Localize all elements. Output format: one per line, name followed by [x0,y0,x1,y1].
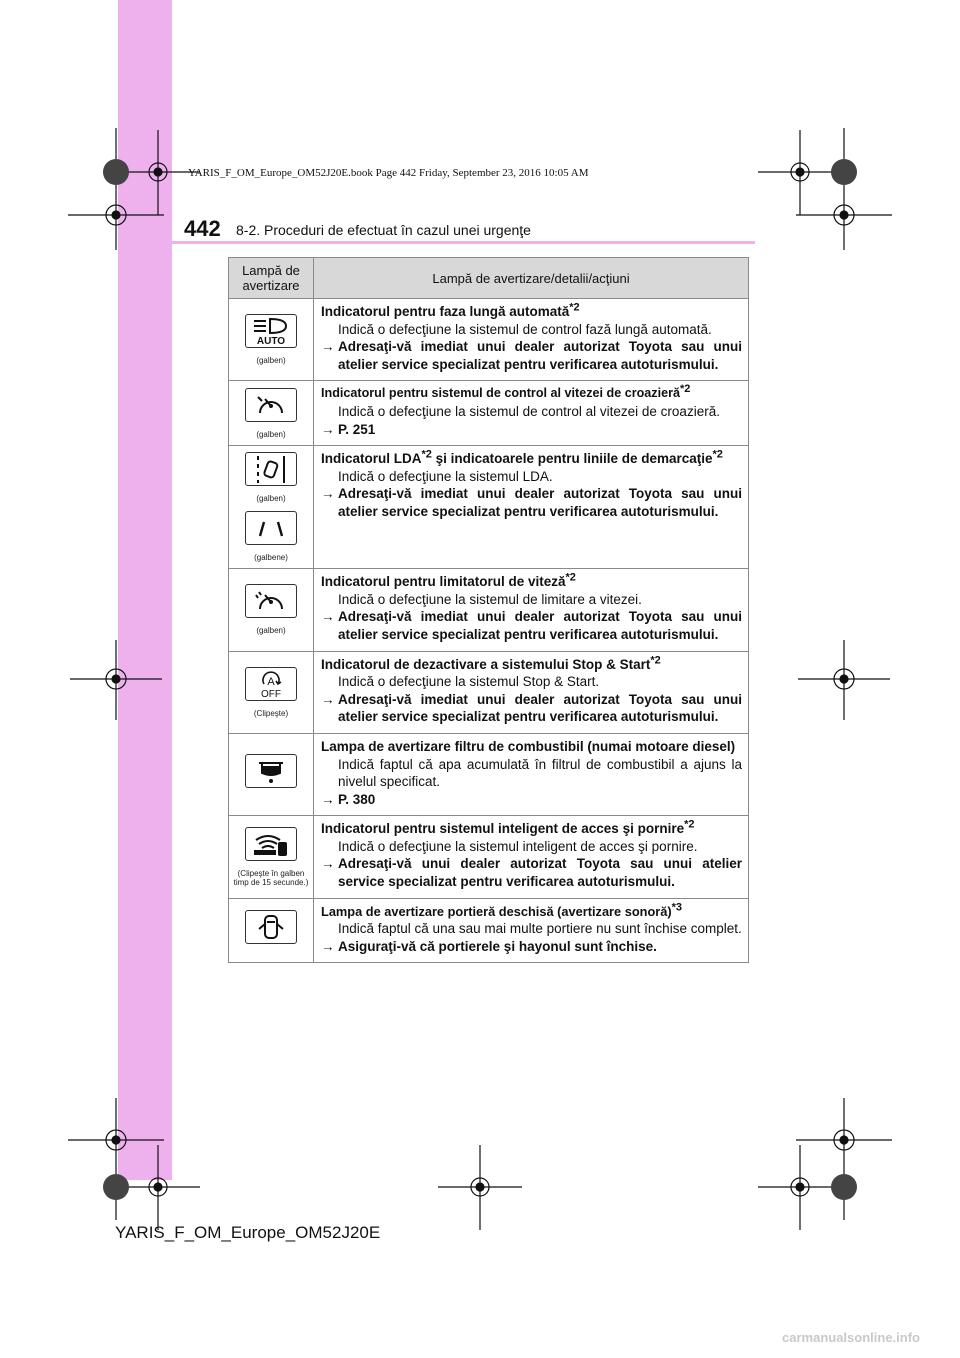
arrow-icon: → [321,339,335,355]
arrow-icon: → [321,609,335,625]
table-row [229,816,749,898]
row-title: Indicatorul pentru limitatorul de viteză$^{*2}$ [321,571,576,590]
row-action: → Adresaţi-vă unui dealer autorizat Toyota sau unui atelier service specializat pentru verificarea autoturismului. [321,856,742,890]
row-title: Indicatorul de dezactivare a sistemului Stop & Start$^{*2}$ [321,654,661,672]
stop-start-off-icon [245,667,297,701]
lane-markings-icon [245,511,297,545]
page-reference: P. 251 [338,421,376,437]
row-description: Indică faptul că apa acumulată în filtrul de combustibil a ajuns la nivelul specificat. [338,756,742,790]
arrow-icon: → [321,791,335,807]
table-row [229,381,749,446]
arrow-icon: → [321,691,335,707]
row-title: Indicatorul pentru sistemul de control al vitezei de croazieră$^{*2}$ [321,383,691,401]
watermark: carmanualsonline.info [782,1330,920,1345]
warning-lamps-table [228,257,749,963]
row-description: Indică o defecţiune la sistemul de control al vitezei de croazieră. [338,403,720,419]
page-reference: P. 380 [338,791,376,807]
row-title: Lampa de avertizare filtru de combustibil (numai motoare diesel) [321,738,736,754]
svg-text:AUTO: AUTO [256,336,286,348]
arrow-icon: → [321,421,335,437]
lamp-caption: (Clipeşte în galben timp de 15 secunde.) [233,868,309,887]
column-header-lamp: Lampă de avertizare [229,258,314,299]
arrow-icon: → [321,856,335,872]
row-action: → Adresaţi-vă imediat unui dealer autorizat Toyota sau unui atelier service specializat pentru verificarea autoturismului. [321,339,742,372]
section-title: 8-2. Proceduri de efectuat în cazul unei urgenţe [236,222,531,238]
table-row [229,569,749,651]
row-action: → Adresaţi-vă imediat unui dealer autorizat Toyota sau unui atelier service specializat pentru verificarea autoturismului. [321,486,742,519]
cruise-control-icon [245,388,297,422]
lda-icon [245,452,297,486]
row-action: → Adresaţi-vă imediat unui dealer autorizat Toyota sau unui atelier service specializat pentru verificarea autoturismului. [321,691,742,725]
row-description: Indică o defecţiune la sistemul LDA. [338,468,553,484]
column-header-details: Lampă de avertizare/detalii/acţiuni [314,258,749,299]
footer-code: YARIS_F_OM_Europe_OM52J20E [115,1223,381,1242]
side-tab [118,0,172,1180]
row-title: Indicatorul pentru faza lungă automată$^{*2}$ [321,301,580,319]
fuel-filter-icon [245,754,297,788]
open-door-icon [245,910,297,944]
table-row [229,733,749,815]
stop-start-off-label: OFF [261,688,281,700]
lamp-caption: (galben) [256,429,286,439]
smart-entry-icon [245,827,297,861]
row-action: → Asiguraţi-vă că portierele şi hayonul sunt închise. [321,938,657,954]
table-row [229,299,749,381]
row-description: Indică faptul că una sau mai multe portiere nu sunt închise complet. [338,921,742,937]
lamp-caption: (galben) [256,356,286,366]
row-description: Indică o defecţiune la sistemul Stop & Start. [338,674,600,690]
book-info: YARIS_F_OM_Europe_OM52J20E.book Page 442 Friday, September 23, 2016 10:05 AM [188,167,589,179]
stop-start-a-label: A [267,675,275,688]
row-title: Indicatorul LDA$^{*2}$ şi indicatoarele pentru liniile de demarcaţie$^{*2}$ [321,448,723,467]
table-row [229,651,749,733]
lamp-caption: (galben) [256,626,286,636]
arrow-icon: → [321,938,335,954]
arrow-icon: → [321,486,335,502]
row-description: Indică o defecţiune la sistemul de control fază lungă automată. [338,321,712,337]
row-title: Lampa de avertizare portieră deschisă (avertizare sonoră)$^{*3}$ [321,901,683,919]
table-row [229,898,749,963]
row-action: → Adresaţi-vă imediat unui dealer autorizat Toyota sau unui atelier service specializat pentru verificarea autoturismului. [321,609,742,642]
speed-limiter-icon [245,584,297,618]
row-action [321,421,742,439]
row-title: Indicatorul pentru sistemul inteligent de acces şi pornire$^{*2}$ [321,818,695,837]
row-action [321,791,742,809]
row-description: Indică o defecţiune la sistemul de limitare a vitezei. [338,591,642,607]
lamp-caption: (galben) [256,494,286,504]
auto-high-beam-icon [245,314,297,348]
table-row [229,446,749,569]
lamp-caption: (Clipeşte) [253,708,289,718]
page-number: 442 [184,216,221,241]
lamp-caption: (galbene) [254,553,288,563]
row-description: Indică o defecţiune la sistemul inteligent de acces şi pornire. [338,838,698,854]
